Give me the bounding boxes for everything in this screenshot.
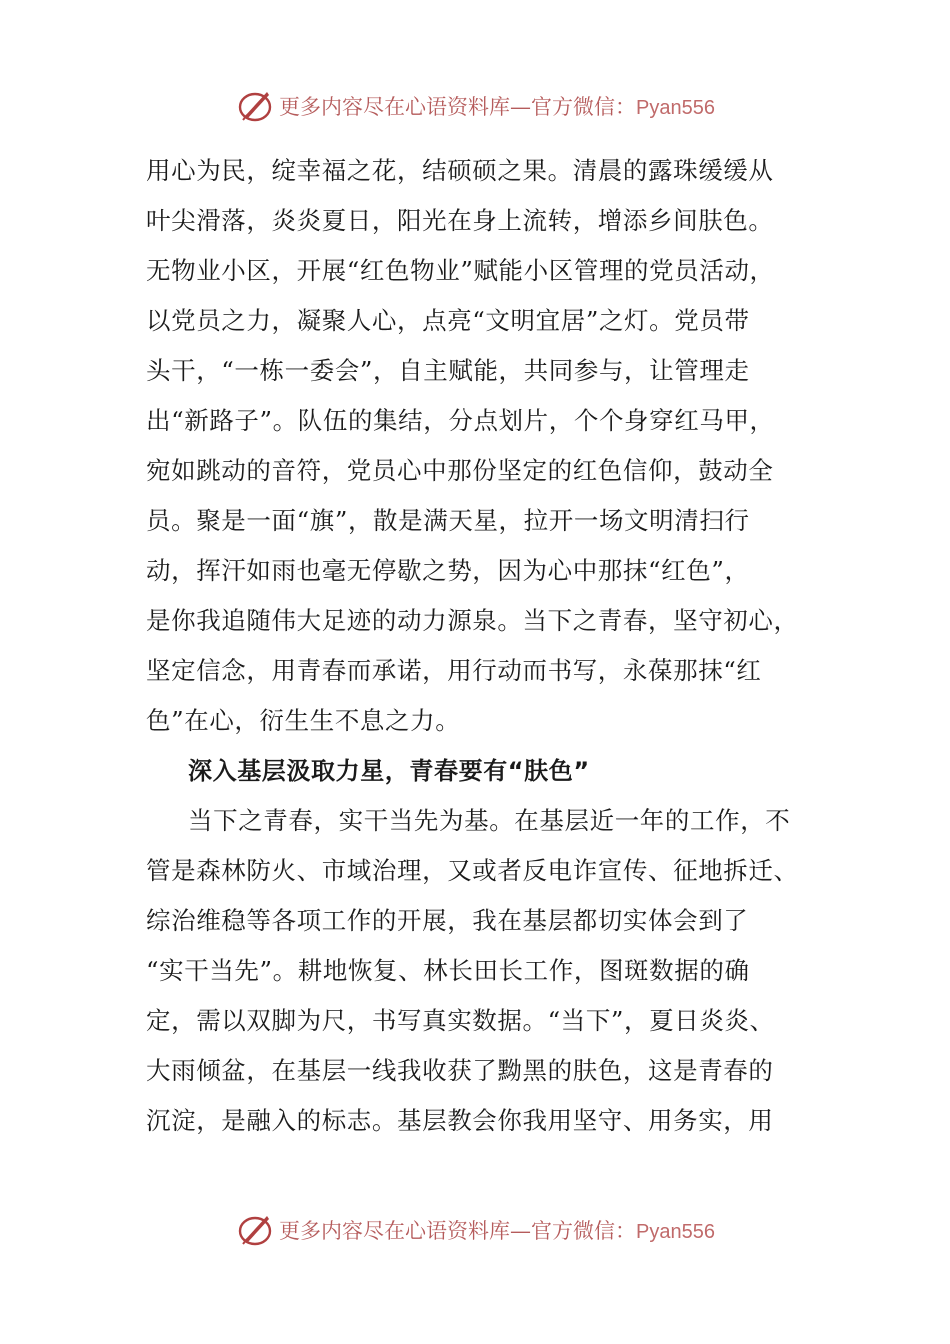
quill-logo-icon: [235, 86, 275, 126]
watermark-contact: Pyan556: [636, 97, 715, 119]
watermark-text: 更多内容尽在心语资料库—官方微信：Pyan556: [279, 1219, 715, 1243]
paragraph-line: 员。聚是一面“旗”，散是满天星，拉开一场文明清扫行: [146, 506, 750, 535]
paragraph-line: 头干，“一栋一委会”，自主赋能，共同参与，让管理走: [146, 356, 750, 385]
paragraph-line: 出“新路子”。队伍的集结，分点划片，个个身穿红马甲，: [146, 406, 775, 435]
paragraph-line: 是你我追随伟大足迹的动力源泉。当下之青春，坚守初心，: [146, 606, 799, 635]
paragraph-line: 沉淀，是融入的标志。基层教会你我用坚守、用务实，用: [146, 1106, 774, 1135]
paragraph-line: 管是森林防火、市域治理，又或者反电诈宣传、征地拆迁、: [146, 856, 799, 885]
watermark-text: 更多内容尽在心语资料库—官方微信：Pyan556: [279, 95, 715, 119]
paragraph-line: 以党员之力，凝聚人心，点亮“文明宜居”之灯。党员带: [146, 306, 750, 335]
paragraph-line: 动，挥汗如雨也毫无停歇之势，因为心中那抹“红色”，: [146, 556, 750, 585]
paragraph-line: 叶尖滑落，炎炎夏日，阳光在身上流转，增添乡间肤色。: [146, 206, 774, 235]
watermark-contact: Pyan556: [636, 1221, 715, 1243]
paragraph-line: 用心为民，绽幸福之花，结硕硕之果。清晨的露珠缓缓从: [146, 156, 774, 185]
paragraph-line: 定，需以双脚为尺，书写真实数据。“当下”，夏日炎炎、: [146, 1006, 775, 1035]
quill-logo-icon: [235, 1210, 275, 1250]
paragraph-line: 色”在心，衍生生不息之力。: [146, 706, 461, 735]
paragraph-line: 宛如跳动的音符，党员心中那份坚定的红色信仰，鼓动全: [146, 456, 774, 485]
paragraph-line: 无物业小区，开展“红色物业”赋能小区管理的党员活动，: [146, 256, 775, 285]
paragraph-line: “实干当先”。耕地恢复、林长田长工作，图斑数据的确: [146, 956, 750, 985]
section-heading: 深入基层汲取力星，青春要有“肤色”: [188, 757, 590, 785]
header-watermark: [0, 84, 950, 128]
footer-watermark: [0, 1208, 950, 1252]
paragraph-line: 大雨倾盆，在基层一线我收获了黝黑的肤色，这是青春的: [146, 1056, 774, 1085]
article-body: [146, 146, 816, 1146]
paragraph-line: 当下之青春，实干当先为基。在基层近一年的工作，不: [188, 806, 791, 835]
paragraph-line: 综治维稳等各项工作的开展，我在基层都切实体会到了: [146, 906, 749, 935]
paragraph-line: 坚定信念，用青春而承诺，用行动而书写，永葆那抹“红: [146, 656, 762, 685]
